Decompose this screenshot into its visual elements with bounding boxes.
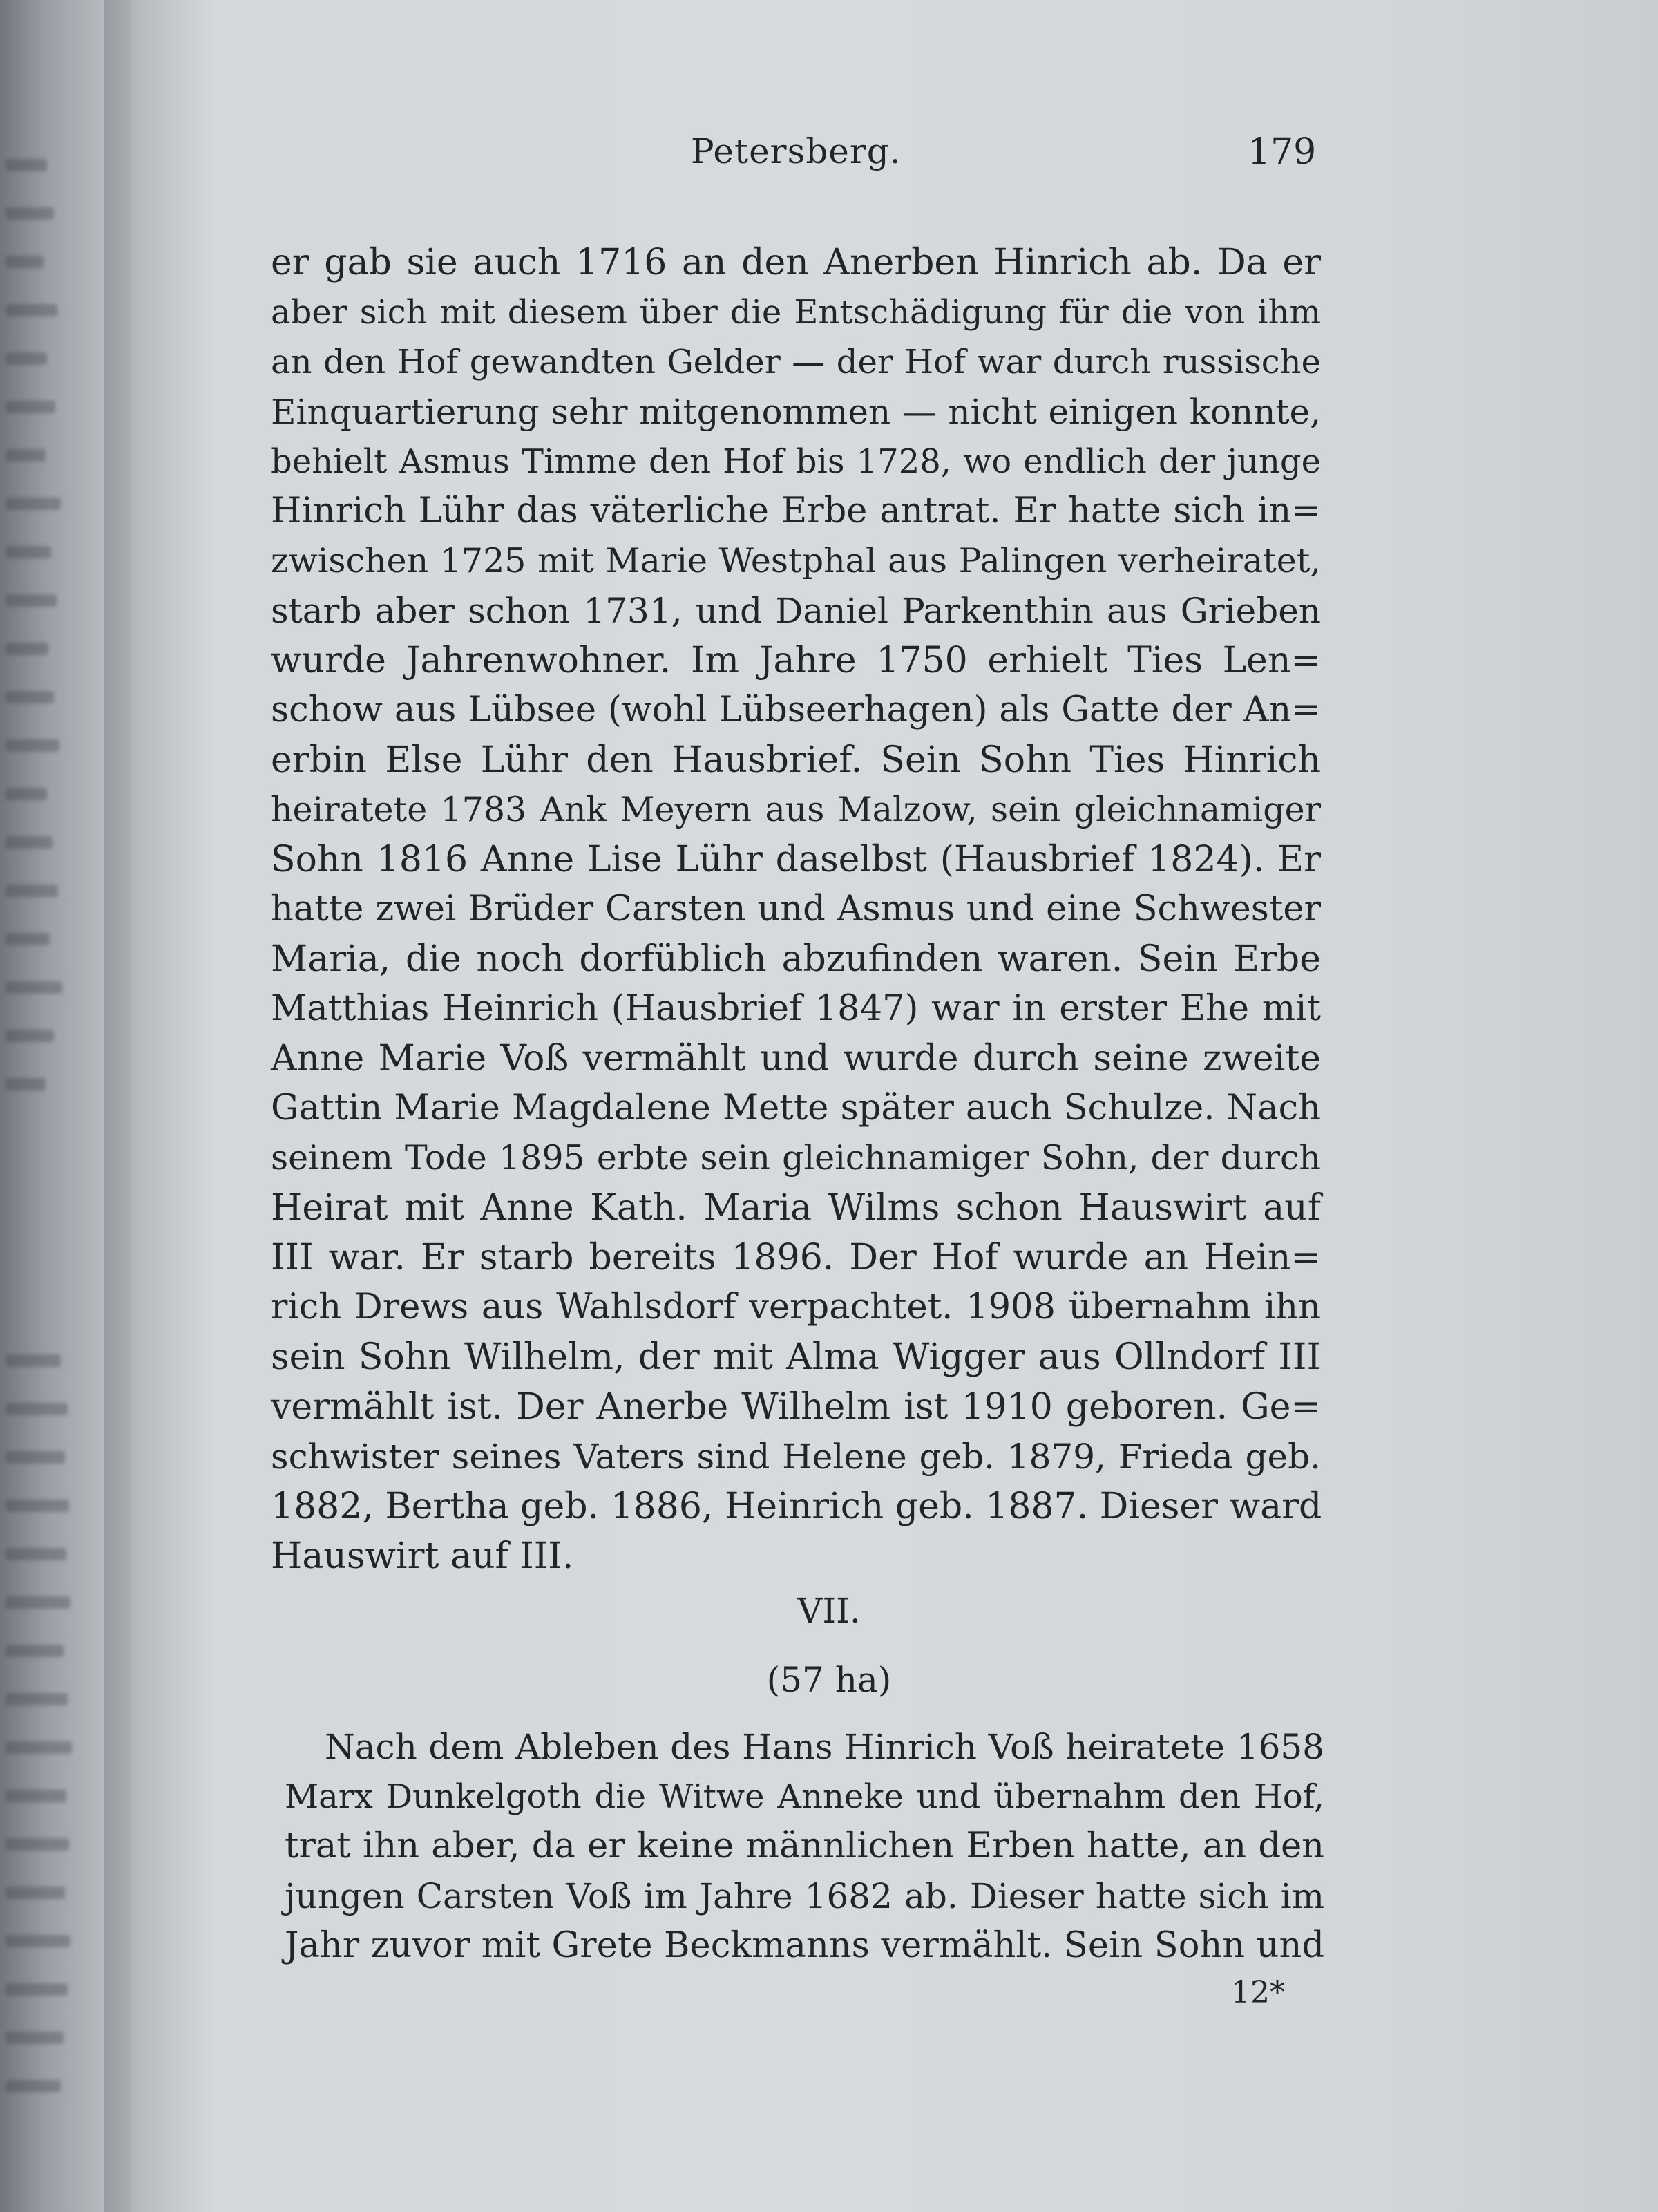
text-line: schwister seines Vaters sind Helene geb. 1879, Frieda geb. [271, 1437, 1321, 1477]
text-line: heiratete 1783 Ank Meyern aus Malzow, sein gleichnamiger [271, 790, 1321, 829]
text-line: Heirat mit Anne Kath. Maria Wilms schon Hauswirt auf [271, 1187, 1321, 1229]
text-line: Sohn 1816 Anne Lise Lühr daselbst (Hausbrief 1824). Er [271, 839, 1321, 880]
text-line: Nach dem Ableben des Hans Hinrich Voß heiratete 1658 [325, 1727, 1324, 1767]
text-line: Hinrich Lühr das väterliche Erbe antrat. Er hatte sich in= [271, 491, 1321, 531]
signature-mark: 12* [1231, 1975, 1285, 2010]
text-line: rich Drews aus Wahlsdorf verpachtet. 1908 übernahm ihn [271, 1287, 1321, 1327]
running-head-title: Petersberg. [691, 131, 902, 171]
text-line: Maria, die noch dorfüblich abzufinden waren. Sein Erbe [271, 938, 1321, 980]
text-line: an den Hof gewandten Gelder — der Hof war durch russische [271, 343, 1321, 381]
page-number: 179 [1248, 131, 1317, 173]
text-line: vermählt ist. Der Anerbe Wilhelm ist 1910 geboren. Ge= [271, 1386, 1321, 1428]
text-line: Jahr zuvor mit Grete Beckmanns vermählt. Sein Sohn und [285, 1925, 1324, 1966]
text-line: starb aber schon 1731, und Daniel Parkenthin aus Grieben [271, 591, 1321, 631]
text-line: zwischen 1725 mit Marie Westphal aus Palingen verheiratet, [271, 541, 1321, 580]
text-line: 1882, Bertha geb. 1886, Heinrich geb. 1887. Dieser ward [271, 1486, 1322, 1527]
text-line: behielt Asmus Timme den Hof bis 1728, wo endlich der junge [271, 442, 1321, 481]
text-line: trat ihn aber, da er keine männlichen Erben hatte, an den [285, 1826, 1324, 1866]
text-line: er gab sie auch 1716 an den Anerben Hinrich ab. Da er [271, 242, 1321, 283]
text-line: jungen Carsten Voß im Jahre 1682 ab. Dieser hatte sich im [285, 1876, 1324, 1916]
text-line: III war. Er starb bereits 1896. Der Hof wurde an Hein= [271, 1237, 1321, 1278]
text-line: sein Sohn Wilhelm, der mit Alma Wigger aus Ollndorf III [271, 1336, 1321, 1378]
section-area: (57 ha) [766, 1660, 892, 1700]
text-line: Marx Dunkelgoth die Witwe Anneke und übernahm den Hof, [285, 1777, 1324, 1816]
text-line: Matthias Heinrich (Hausbrief 1847) war in erster Ehe mit [271, 988, 1321, 1029]
text-line: schow aus Lübsee (wohl Lübseerhagen) als Gatte der An= [271, 690, 1321, 730]
section-number: VII. [797, 1591, 861, 1631]
text-line: Einquartierung sehr mitgenommen — nicht einigen konnte, [271, 392, 1321, 432]
text-line: Hauswirt auf III. [271, 1535, 574, 1577]
text-line: seinem Tode 1895 erbte sein gleichnamiger Sohn, der durch [271, 1138, 1321, 1178]
text-line: aber sich mit diesem über die Entschädigung für die von ihm [271, 293, 1321, 332]
text-line: Gattin Marie Magdalene Mette später auch Schulze. Nach [271, 1088, 1321, 1128]
text-line: erbin Else Lühr den Hausbrief. Sein Sohn Ties Hinrich [271, 739, 1321, 781]
running-head [0, 131, 1658, 180]
text-line: hatte zwei Brüder Carsten und Asmus und eine Schwester [271, 889, 1321, 929]
gutter-shadow [104, 0, 214, 2212]
text-line: Anne Marie Voß vermählt und wurde durch seine zweite [271, 1038, 1321, 1079]
text-line: wurde Jahrenwohner. Im Jahre 1750 erhielt Ties Len= [271, 640, 1321, 681]
